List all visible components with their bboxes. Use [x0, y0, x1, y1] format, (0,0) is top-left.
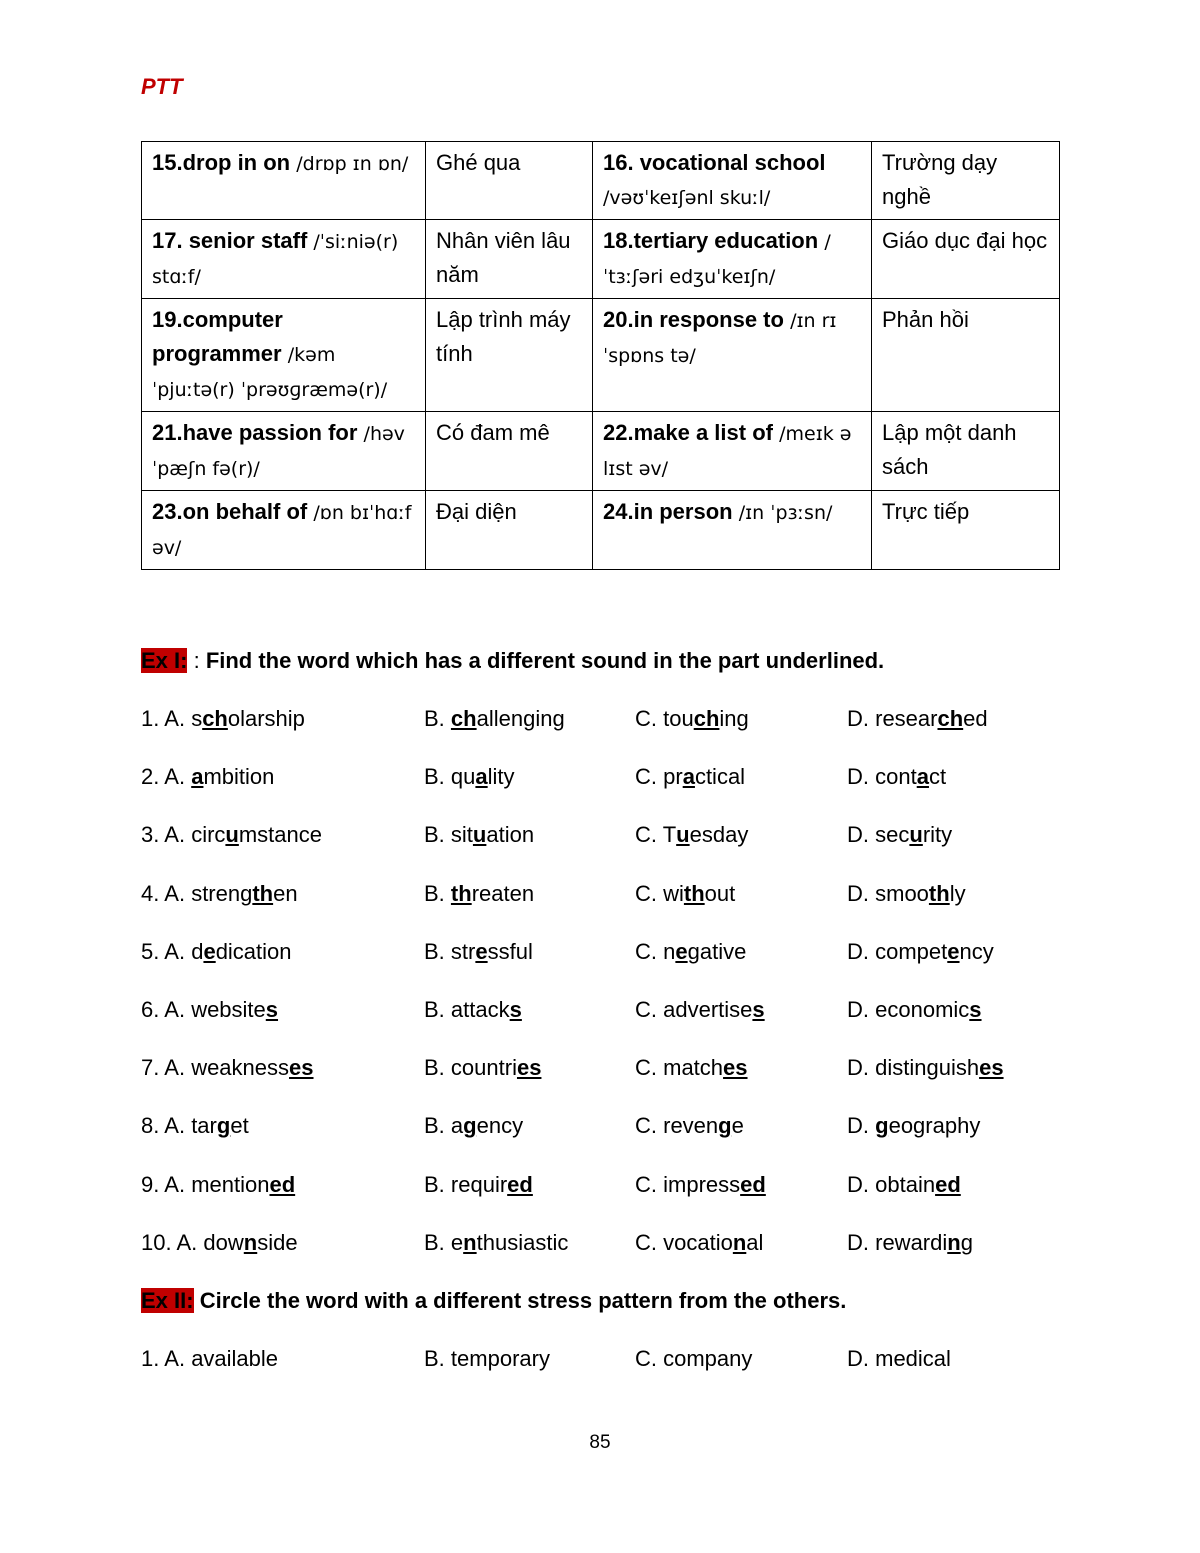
word-part: countri: [450, 1055, 517, 1081]
vocab-term: 24.in person: [603, 499, 733, 524]
vocab-term-cell: [593, 299, 872, 412]
vocab-row: [142, 142, 1060, 220]
word-part: ncy: [959, 938, 994, 964]
question-row: [141, 1346, 1081, 1380]
underlined-part: u: [225, 822, 239, 848]
vocab-meaning-cell: [872, 142, 1060, 220]
vocab-meaning: Trực tiếp: [882, 499, 970, 524]
option-letter: D.: [847, 822, 869, 848]
exercise-2-label: Ex II:: [141, 1288, 194, 1313]
word-part: streng: [191, 880, 253, 906]
vocab-ipa: /vəʊˈkeɪʃənl skuːl/: [603, 187, 771, 209]
page-number: 85: [589, 1432, 611, 1453]
answer-option[interactable]: [847, 1055, 1004, 1081]
question-number: 1.: [141, 706, 160, 731]
answer-option[interactable]: [424, 1113, 523, 1139]
option-letter: C.: [635, 1113, 657, 1139]
vocab-meaning-cell: [872, 412, 1060, 491]
vocab-row: [142, 412, 1060, 491]
question-row: [141, 706, 1081, 740]
question-number: 10.: [141, 1229, 172, 1255]
answer-option[interactable]: [847, 822, 952, 848]
vocab-ipa: /ɒn bɪˈhɑːf əv/: [152, 502, 412, 559]
underlined-part: e: [203, 938, 216, 964]
option-letter: A.: [164, 706, 186, 731]
underlined-part: ch: [202, 706, 228, 731]
option-letter: B.: [424, 997, 445, 1022]
option-letter: B.: [424, 764, 445, 790]
word-part: wi: [663, 880, 684, 906]
option-letter: D.: [847, 1229, 869, 1255]
word-part: s: [191, 706, 203, 731]
answer-option[interactable]: [424, 1230, 568, 1256]
option-letter: C.: [635, 1229, 657, 1255]
answer-option[interactable]: [424, 822, 534, 848]
answer-option[interactable]: [847, 997, 982, 1023]
underlined-part: a: [475, 764, 488, 790]
underlined-part: a: [682, 764, 695, 790]
underlined-part: n: [243, 1229, 258, 1255]
exercise-2-heading: [141, 1288, 846, 1314]
vocab-meaning: Ghé qua: [436, 150, 521, 175]
option-letter: D.: [847, 938, 869, 964]
question-number: 6.: [141, 997, 160, 1022]
option-letter: C.: [635, 1346, 657, 1371]
word-part: al: [746, 1229, 764, 1255]
word-part: resear: [875, 706, 938, 731]
vocab-ipa: /kəmˈpjuːtə(r) ˈprəʊɡræmə(r)/: [152, 344, 388, 401]
question-row: [141, 939, 1081, 973]
vocab-meaning-cell: [872, 491, 1060, 570]
word-part: T: [662, 822, 677, 848]
word-part: allenging: [476, 706, 565, 731]
underlined-part: g: [463, 1113, 477, 1139]
underlined-part: ch: [450, 706, 477, 731]
underlined-part: ed: [507, 1171, 533, 1197]
vocab-meaning: Đại diện: [436, 499, 517, 524]
answer-option[interactable]: [141, 997, 278, 1023]
word-part: rity: [922, 822, 953, 848]
vocabulary-table: [141, 141, 1060, 570]
option-letter: A.: [164, 880, 186, 906]
word-part: et: [230, 1113, 249, 1139]
answer-option[interactable]: [635, 939, 746, 965]
question-row: [141, 1055, 1081, 1089]
option-letter: A.: [164, 997, 186, 1022]
word-part: pr: [663, 764, 683, 790]
answer-option[interactable]: [847, 764, 946, 790]
vocab-term-cell: [593, 491, 872, 570]
answer-option[interactable]: [424, 706, 565, 732]
underlined-part: ed: [269, 1171, 296, 1197]
exercise-1-separator: :: [187, 648, 206, 673]
option-word: temporary: [450, 1346, 550, 1371]
underlined-part: e: [947, 938, 960, 964]
option-letter: C.: [635, 938, 657, 964]
answer-option[interactable]: [635, 764, 745, 790]
underlined-part: a: [916, 764, 929, 790]
underlined-part: g: [216, 1113, 231, 1139]
vocab-term: 23.on behalf of: [152, 499, 308, 524]
underlined-part: es: [289, 1055, 314, 1081]
question-number: 3.: [141, 822, 160, 848]
underlined-part: es: [979, 1055, 1004, 1081]
vocab-term: 15.drop in on: [152, 150, 291, 175]
question-number: 5.: [141, 938, 160, 964]
word-part: requir: [450, 1171, 508, 1197]
vocab-term: 21.have passion for: [152, 420, 358, 445]
underlined-part: es: [723, 1055, 748, 1081]
option-letter: B.: [424, 822, 445, 848]
word-part: ing: [719, 706, 749, 731]
answer-option[interactable]: [141, 881, 298, 907]
vocab-term-cell: [142, 412, 426, 491]
word-part: e: [450, 1229, 464, 1255]
answer-option[interactable]: [424, 997, 522, 1023]
answer-option[interactable]: [424, 1172, 533, 1198]
vocab-meaning: Phản hồi: [882, 307, 969, 332]
question-row: [141, 1172, 1081, 1206]
exercise-1-heading: [141, 648, 884, 674]
option-letter: A.: [164, 822, 186, 848]
answer-option[interactable]: [141, 1113, 249, 1139]
vocab-term-cell: [593, 412, 872, 491]
answer-option[interactable]: [424, 1346, 550, 1372]
underlined-part: n: [463, 1229, 477, 1255]
word-part: out: [704, 880, 736, 906]
vocab-meaning: Có đam mê: [436, 420, 550, 445]
word-part: obtain: [875, 1171, 936, 1197]
answer-option[interactable]: [635, 822, 748, 848]
option-letter: D.: [847, 1346, 869, 1371]
vocab-term: 19.computer programmer: [152, 307, 283, 366]
underlined-part: a: [191, 764, 204, 790]
underlined-part: n: [732, 1229, 747, 1255]
option-letter: D.: [847, 1113, 869, 1139]
underlined-part: th: [928, 880, 950, 906]
word-part: impress: [663, 1171, 741, 1197]
underlined-part: n: [947, 1229, 961, 1255]
word-part: ation: [486, 822, 535, 848]
option-letter: B.: [424, 1171, 445, 1197]
question-number: 2.: [141, 764, 160, 790]
underlined-part: u: [472, 822, 487, 848]
vocab-ipa: /drɒp ɪn ɒn/: [296, 153, 409, 175]
word-part: n: [663, 938, 676, 964]
word-part: esday: [689, 822, 749, 848]
answer-option[interactable]: [635, 881, 735, 907]
underlined-part: s: [969, 997, 982, 1022]
word-part: match: [663, 1055, 724, 1081]
option-letter: A.: [164, 764, 186, 790]
word-part: ctical: [694, 764, 746, 790]
word-part: ency: [476, 1113, 524, 1139]
word-part: rewardi: [875, 1229, 948, 1255]
option-letter: C.: [635, 1171, 657, 1197]
vocab-ipa: /ˈsiːniə(r) stɑːf/: [152, 231, 399, 288]
word-part: g: [960, 1229, 973, 1255]
option-letter: D.: [847, 880, 869, 906]
option-letter: C.: [635, 822, 657, 848]
vocab-meaning-cell: [426, 412, 593, 491]
exercise-1-instruction: Find the word which has a different sound in the part underlined.: [205, 648, 885, 673]
word-part: mention: [191, 1171, 270, 1197]
word-part: smoo: [875, 880, 929, 906]
question-number: 4.: [141, 880, 160, 906]
vocab-term-cell: [142, 142, 426, 220]
underlined-part: s: [265, 997, 279, 1022]
option-letter: C.: [635, 764, 657, 790]
answer-option[interactable]: [635, 1230, 763, 1256]
answer-option[interactable]: [847, 1172, 961, 1198]
option-letter: B.: [424, 706, 445, 731]
option-word: available: [191, 1346, 279, 1371]
word-part: sit: [450, 822, 473, 848]
answer-option[interactable]: [424, 764, 515, 790]
option-letter: D.: [847, 706, 869, 731]
question-row: [141, 881, 1081, 915]
underlined-part: e: [675, 938, 688, 964]
option-letter: B.: [424, 1229, 445, 1255]
vocab-row: [142, 220, 1060, 299]
answer-option[interactable]: [141, 706, 305, 732]
word-part: website: [191, 997, 266, 1022]
underlined-part: th: [683, 880, 705, 906]
option-letter: A.: [164, 1171, 186, 1197]
word-part: ct: [928, 764, 947, 790]
answer-option[interactable]: [635, 997, 765, 1023]
underlined-part: th: [450, 880, 472, 906]
word-part: tar: [191, 1113, 217, 1139]
vocab-term-cell: [142, 220, 426, 299]
vocab-meaning-cell: [872, 220, 1060, 299]
answer-option[interactable]: [424, 1055, 541, 1081]
vocab-row: [142, 299, 1060, 412]
option-letter: D.: [847, 1171, 869, 1197]
question-number: 7.: [141, 1055, 160, 1081]
header-mark: PTT: [141, 74, 183, 99]
answer-option[interactable]: [635, 1055, 748, 1081]
vocab-term: 18.tertiary education: [603, 228, 819, 253]
word-part: reaten: [471, 880, 535, 906]
vocab-term: 17. senior staff: [152, 228, 308, 253]
word-part: e: [731, 1113, 744, 1139]
answer-option[interactable]: [141, 1172, 295, 1198]
vocab-ipa: /ɪn rɪˈspɒns tə/: [603, 310, 837, 367]
word-part: economic: [875, 997, 970, 1022]
answer-option[interactable]: [424, 881, 534, 907]
question-row: [141, 997, 1081, 1031]
vocab-term: 16. vocational school: [603, 150, 826, 175]
vocab-ipa: /meɪk ə lɪst əv/: [603, 423, 852, 480]
vocab-meaning-cell: [872, 299, 1060, 412]
option-letter: B.: [424, 938, 445, 964]
word-part: compet: [875, 938, 948, 964]
vocab-term-cell: [142, 299, 426, 412]
word-part: mbition: [203, 764, 275, 790]
underlined-part: u: [676, 822, 690, 848]
answer-option[interactable]: [847, 1346, 951, 1372]
answer-option[interactable]: [141, 1230, 298, 1256]
word-part: olarship: [227, 706, 305, 731]
word-part: ssful: [487, 938, 533, 964]
answer-option[interactable]: [141, 822, 322, 848]
word-part: ly: [949, 880, 966, 906]
vocab-meaning: Nhân viên lâu năm: [436, 228, 571, 287]
answer-option[interactable]: [847, 881, 966, 907]
answer-option[interactable]: [847, 1113, 980, 1139]
underlined-part: es: [516, 1055, 542, 1081]
vocab-meaning-cell: [426, 220, 593, 299]
vocab-meaning: Lập trình máy tính: [436, 307, 571, 366]
vocab-meaning: Trường dạy nghề: [882, 150, 998, 209]
answer-option[interactable]: [141, 764, 274, 790]
word-part: circ: [191, 822, 226, 848]
word-part: distinguish: [875, 1055, 980, 1081]
underlined-part: ch: [937, 706, 964, 731]
underlined-part: th: [252, 880, 274, 906]
vocab-term-cell: [142, 491, 426, 570]
word-part: weakness: [191, 1055, 290, 1081]
vocab-ipa: /həv ˈpæʃn fə(r)/: [152, 423, 405, 480]
question-number: 1.: [141, 1346, 160, 1371]
answer-option[interactable]: [635, 706, 749, 732]
exercise-1-label: Ex I:: [141, 648, 188, 673]
word-part: en: [273, 880, 298, 906]
answer-option[interactable]: [635, 1113, 744, 1139]
underlined-part: ed: [935, 1171, 961, 1197]
option-letter: A.: [164, 938, 186, 964]
option-letter: C.: [635, 880, 657, 906]
vocab-term: 20.in response to: [603, 307, 784, 332]
answer-option[interactable]: [847, 1230, 973, 1256]
word-part: side: [257, 1229, 298, 1255]
word-part: sec: [875, 822, 910, 848]
option-word: company: [663, 1346, 753, 1371]
question-row: [141, 822, 1081, 856]
word-part: mstance: [238, 822, 323, 848]
question-row: [141, 764, 1081, 798]
word-part: advertise: [663, 997, 753, 1022]
answer-option[interactable]: [141, 1346, 278, 1372]
word-part: qu: [450, 764, 476, 790]
vocab-ipa: /ˈtɜːʃəri edʒuˈkeɪʃn/: [603, 231, 831, 288]
exercise-2-instruction: Circle the word with a different stress pattern from the others.: [193, 1288, 847, 1313]
word-part: dication: [215, 938, 292, 964]
underlined-part: ed: [740, 1171, 766, 1197]
option-letter: C.: [635, 1055, 657, 1081]
vocab-meaning: Lập một danh sách: [882, 420, 1017, 479]
option-letter: D.: [847, 1055, 869, 1081]
word-part: lity: [487, 764, 515, 790]
word-part: attack: [450, 997, 510, 1022]
option-letter: A.: [176, 1229, 198, 1255]
question-number: 8.: [141, 1113, 160, 1139]
answer-option[interactable]: [635, 1346, 752, 1372]
option-letter: C.: [635, 706, 657, 731]
word-part: str: [450, 938, 476, 964]
word-part: d: [191, 938, 204, 964]
question-row: [141, 1230, 1081, 1264]
word-part: eography: [888, 1113, 981, 1139]
vocab-meaning: Giáo dục đại học: [882, 228, 1048, 253]
vocab-meaning-cell: [426, 299, 593, 412]
word-part: cont: [875, 764, 917, 790]
question-number: 9.: [141, 1171, 160, 1197]
option-letter: B.: [424, 1113, 445, 1139]
answer-option[interactable]: [141, 939, 292, 965]
answer-option[interactable]: [847, 706, 988, 732]
word-part: a: [450, 1113, 464, 1139]
word-part: vocatio: [663, 1229, 733, 1255]
option-letter: A.: [164, 1113, 186, 1139]
question-row: [141, 1113, 1081, 1147]
vocab-ipa: /ɪn ˈpɜːsn/: [738, 502, 833, 524]
option-word: medical: [875, 1346, 951, 1371]
underlined-part: e: [475, 938, 488, 964]
word-part: ed: [963, 706, 988, 731]
underlined-part: g: [718, 1113, 732, 1139]
vocab-row: [142, 491, 1060, 570]
answer-option[interactable]: [847, 939, 994, 965]
vocab-term-cell: [593, 220, 872, 299]
word-part: tou: [663, 706, 694, 731]
vocab-term: 22.make a list of: [603, 420, 773, 445]
vocab-meaning-cell: [426, 491, 593, 570]
vocab-meaning-cell: [426, 142, 593, 220]
word-part: thusiastic: [476, 1229, 569, 1255]
underlined-part: ch: [693, 706, 720, 731]
answer-option[interactable]: [424, 939, 533, 965]
option-letter: A.: [164, 1055, 186, 1081]
option-letter: D.: [847, 997, 869, 1022]
option-letter: B.: [424, 1346, 445, 1371]
option-letter: B.: [424, 880, 445, 906]
answer-option[interactable]: [635, 1172, 766, 1198]
option-letter: B.: [424, 1055, 445, 1081]
underlined-part: u: [909, 822, 923, 848]
underlined-part: s: [752, 997, 765, 1022]
answer-option[interactable]: [141, 1055, 314, 1081]
option-letter: A.: [164, 1346, 186, 1371]
word-part: reven: [663, 1113, 719, 1139]
word-part: dow: [203, 1229, 244, 1255]
vocab-term-cell: [593, 142, 872, 220]
option-letter: D.: [847, 764, 869, 790]
option-letter: C.: [635, 997, 657, 1022]
underlined-part: s: [509, 997, 522, 1022]
underlined-part: g: [875, 1113, 889, 1139]
word-part: gative: [687, 938, 747, 964]
